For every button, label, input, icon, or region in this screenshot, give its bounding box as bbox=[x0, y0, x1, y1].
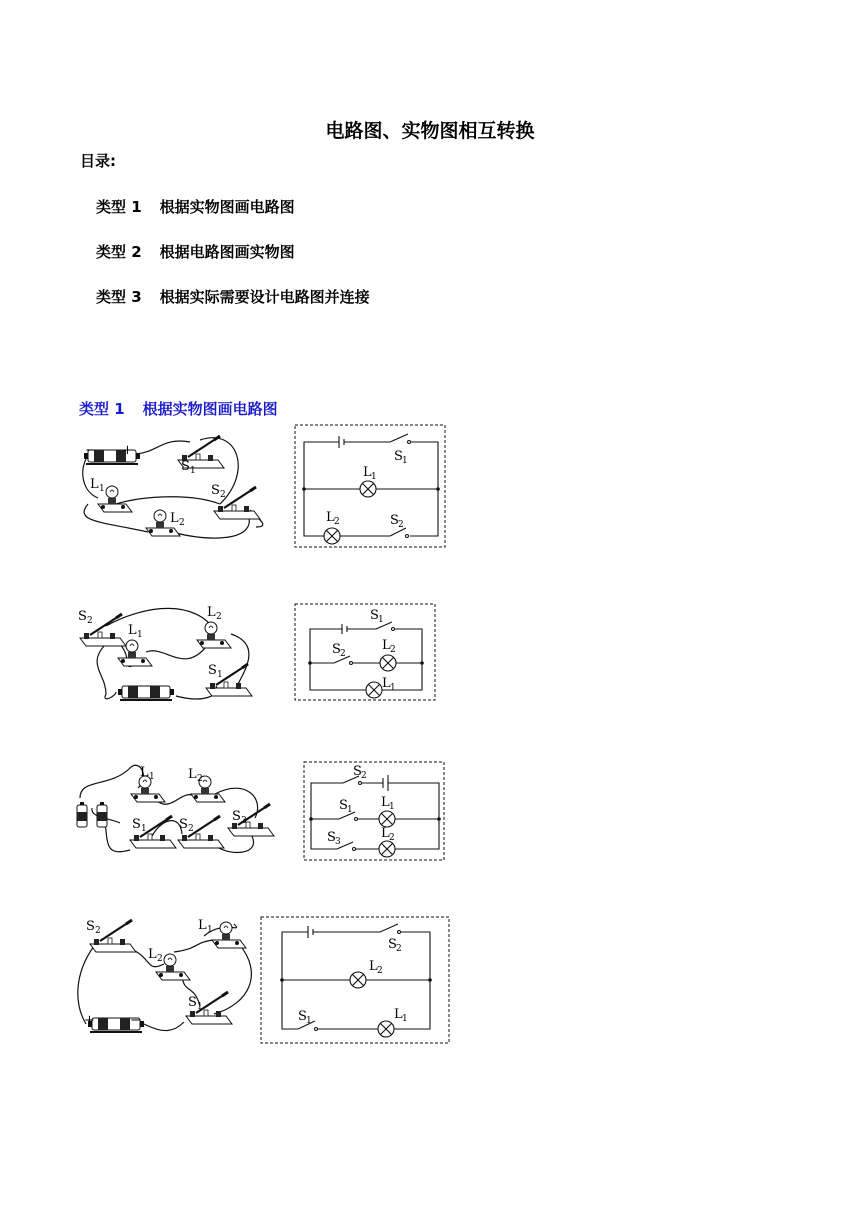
sub-label: 1 bbox=[389, 802, 395, 812]
sub-label: 2 bbox=[340, 649, 346, 659]
sub-label: 1 bbox=[137, 630, 143, 640]
toc-item-type: 类型 2 bbox=[96, 243, 142, 261]
l-label: L bbox=[170, 511, 179, 526]
sub-label: 2 bbox=[361, 771, 367, 781]
sub-label: 2 bbox=[216, 612, 222, 622]
sub-label: 1 bbox=[190, 466, 196, 476]
sub-label: 2 bbox=[95, 926, 101, 936]
sub-label: 2 bbox=[377, 966, 383, 976]
toc-item-text: 根据电路图画实物图 bbox=[159, 243, 295, 261]
figure1-physical bbox=[78, 432, 278, 552]
sub-label: 1 bbox=[99, 484, 105, 494]
figure4-schematic bbox=[260, 916, 452, 1046]
l-label: L bbox=[382, 638, 391, 653]
s-label: S bbox=[390, 513, 399, 528]
minus-label: − bbox=[130, 1013, 141, 1028]
l-label: L bbox=[198, 918, 207, 933]
figure4-physical bbox=[74, 914, 264, 1040]
s-label: S bbox=[388, 937, 397, 952]
sub-label: 2 bbox=[398, 520, 404, 530]
toc-item-type: 类型 3 bbox=[96, 288, 142, 306]
sub-label: 1 bbox=[402, 1014, 408, 1024]
s-label: S bbox=[78, 609, 87, 624]
minus-label: − bbox=[85, 443, 96, 458]
s-label: S bbox=[208, 663, 217, 678]
figure1-schematic bbox=[294, 424, 448, 550]
s-label: S bbox=[179, 817, 188, 832]
l-label: L bbox=[90, 477, 99, 492]
toc-item-text: 根据实物图画电路图 bbox=[159, 198, 295, 216]
sub-label: 2 bbox=[157, 954, 163, 964]
l-label: L bbox=[381, 795, 390, 810]
toc-item-type: 类型 1 bbox=[96, 198, 142, 216]
toc-item-1[interactable] bbox=[96, 196, 295, 217]
sub-label: 2 bbox=[197, 774, 203, 784]
s-label: S bbox=[370, 608, 379, 623]
l-label: L bbox=[140, 765, 149, 780]
l-label: L bbox=[207, 605, 216, 620]
sub-label: 1 bbox=[207, 925, 213, 935]
s-label: S bbox=[86, 919, 95, 934]
sub-label: 2 bbox=[220, 490, 226, 500]
s-label: S bbox=[181, 459, 190, 474]
toc-heading: 目录: bbox=[80, 152, 116, 170]
l-label: L bbox=[148, 947, 157, 962]
sub-label: 2 bbox=[334, 517, 340, 527]
s-label: S bbox=[188, 995, 197, 1010]
sub-label: 1 bbox=[402, 456, 408, 466]
figure3-physical bbox=[70, 758, 270, 864]
s-label: S bbox=[232, 809, 241, 824]
sub-label: 1 bbox=[371, 472, 377, 482]
sub-label: 1 bbox=[149, 772, 155, 782]
l-label: L bbox=[188, 767, 197, 782]
sub-label: 1 bbox=[390, 683, 396, 693]
sub-label: 2 bbox=[87, 616, 93, 626]
l-label: L bbox=[381, 826, 390, 841]
sub-label: 3 bbox=[335, 837, 341, 847]
sub-label: 1 bbox=[347, 805, 353, 815]
sub-label: 2 bbox=[179, 518, 185, 528]
section-type: 类型 1 bbox=[79, 400, 125, 418]
s-label: S bbox=[353, 764, 362, 779]
plus-label: + bbox=[122, 443, 133, 458]
sub-label: 1 bbox=[217, 670, 223, 680]
page-title: 电路图、实物图相互转换 bbox=[325, 120, 535, 142]
figure2-schematic bbox=[294, 603, 438, 703]
sub-label: 2 bbox=[389, 833, 395, 843]
sub-label: 1 bbox=[197, 1002, 203, 1012]
toc-item-3[interactable] bbox=[96, 286, 370, 307]
toc-item-text: 根据实际需要设计电路图并连接 bbox=[159, 288, 370, 306]
s-label: S bbox=[211, 483, 220, 498]
l-label: L bbox=[382, 676, 391, 691]
sub-label: 2 bbox=[390, 645, 396, 655]
sub-label: 3 bbox=[241, 816, 247, 826]
section-heading bbox=[79, 398, 278, 419]
l-label: L bbox=[369, 959, 378, 974]
sub-label: 1 bbox=[378, 615, 384, 625]
s-label: S bbox=[332, 642, 341, 657]
sub-label: 2 bbox=[396, 944, 402, 954]
figure2-physical bbox=[76, 604, 276, 710]
plus-label: + bbox=[84, 1013, 95, 1028]
s-label: S bbox=[298, 1009, 307, 1024]
s-label: S bbox=[132, 817, 141, 832]
sub-label: 1 bbox=[306, 1016, 312, 1026]
l-label: L bbox=[128, 623, 137, 638]
l-label: L bbox=[363, 465, 372, 480]
s-label: S bbox=[394, 449, 403, 464]
s-label: S bbox=[339, 798, 348, 813]
toc-item-2[interactable] bbox=[96, 241, 295, 262]
section-text: 根据实物图画电路图 bbox=[142, 400, 278, 418]
figure3-schematic bbox=[303, 761, 447, 863]
s-label: S bbox=[327, 830, 336, 845]
sub-label: 1 bbox=[141, 824, 147, 834]
sub-label: 2 bbox=[188, 824, 194, 834]
l-label: L bbox=[394, 1007, 403, 1022]
l-label: L bbox=[326, 510, 335, 525]
